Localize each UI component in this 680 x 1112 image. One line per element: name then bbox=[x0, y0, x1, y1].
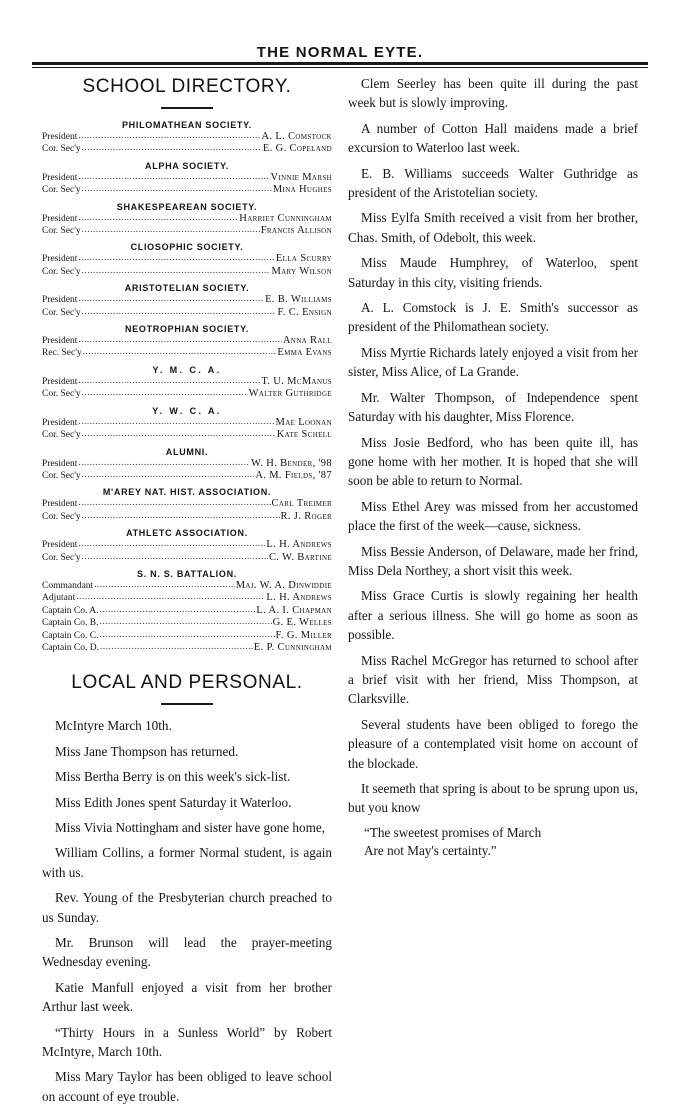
verse-lines bbox=[348, 824, 638, 861]
directory-entry bbox=[42, 429, 332, 441]
directory-office: Cor. Sec'y bbox=[42, 266, 81, 277]
directory-office: President bbox=[42, 458, 78, 469]
local-heading-divider bbox=[161, 703, 213, 705]
directory-entry bbox=[42, 184, 332, 196]
news-item: Miss Mary Taylor has been obliged to leave school on account of eye trouble. bbox=[42, 1069, 332, 1104]
directory-office: Captain Co. A. bbox=[42, 605, 99, 616]
dot-leader bbox=[76, 592, 265, 602]
dot-leader bbox=[78, 498, 270, 508]
news-item: Miss Bertha Berry is on this week's sick-list. bbox=[55, 769, 291, 785]
dot-leader bbox=[100, 642, 253, 652]
directory-entry bbox=[42, 131, 332, 143]
dot-leader bbox=[83, 347, 277, 357]
heading-divider bbox=[161, 107, 213, 109]
news-item: Miss Grace Curtis is slowly regaining her health after a serious illness. She will go home as soon as possible. bbox=[348, 588, 638, 643]
directory-entry bbox=[42, 552, 332, 564]
directory-entry bbox=[42, 417, 332, 429]
directory-group-title: Y. W. C. A. bbox=[152, 405, 222, 416]
directory-entry bbox=[42, 458, 332, 470]
directory-person: Maj. W. A. Dinwiddie bbox=[235, 579, 332, 591]
directory-group bbox=[42, 569, 332, 654]
news-item: A number of Cotton Hall maidens made a brief excursion to Waterloo last week. bbox=[348, 120, 638, 156]
directory-office: President bbox=[42, 132, 78, 142]
dot-leader bbox=[82, 266, 271, 276]
directory-group bbox=[42, 283, 332, 319]
directory-entry bbox=[42, 592, 332, 604]
school-directory-heading: SCHOOL DIRECTORY. bbox=[82, 76, 292, 97]
right-column-items bbox=[348, 74, 638, 818]
directory-person: Harriet Cunningham bbox=[239, 212, 332, 224]
dot-leader bbox=[99, 617, 271, 627]
dot-leader bbox=[82, 184, 272, 194]
directory-person: A. M. Fields, '87 bbox=[255, 469, 332, 481]
directory-person: C. W. Bartine bbox=[268, 551, 332, 563]
verse-block bbox=[348, 824, 638, 861]
dot-leader bbox=[82, 143, 262, 153]
directory-person: F. G. Miller bbox=[275, 629, 332, 641]
news-item: Rev. Young of the Presbyterian church preached to us Sunday. bbox=[42, 890, 332, 925]
local-personal-heading: LOCAL AND PERSONAL. bbox=[71, 672, 303, 694]
directory-person: L. H. Andrews bbox=[266, 592, 332, 604]
directory-group-title: M'AREY NAT. HIST. ASSOCIATION. bbox=[102, 487, 272, 498]
local-personal-items bbox=[42, 716, 332, 1106]
dot-leader bbox=[82, 552, 268, 562]
directory-group-title: ARISTOTELIAN SOCIETY. bbox=[124, 283, 250, 294]
news-item: It seemeth that spring is about to be sprung upon us, but you know bbox=[348, 781, 638, 816]
directory-person: R. J. Roger bbox=[280, 510, 332, 522]
directory-group-title: CLIOSOPHIC SOCIETY. bbox=[130, 242, 244, 253]
directory-office: Cor. Sec'y bbox=[42, 389, 81, 400]
directory-office: President bbox=[42, 376, 78, 387]
news-item: A. L. Comstock is J. E. Smith's successor as president of the Philomathean society. bbox=[348, 300, 638, 335]
directory-office: Cor. Sec'y bbox=[42, 552, 81, 563]
directory-office: Cor. Sec'y bbox=[42, 307, 81, 318]
directory-entry bbox=[42, 335, 332, 347]
school-directory-list bbox=[42, 120, 332, 654]
directory-group-title: Y. M. C. A. bbox=[152, 364, 222, 375]
directory-entry bbox=[42, 225, 332, 237]
directory-person: Emma Evans bbox=[277, 347, 332, 359]
directory-office: Cor. Sec'y bbox=[42, 511, 81, 522]
news-item: Miss Vivia Nottingham and sister have gone home, bbox=[55, 820, 326, 835]
verse-line: Are not May's certainty.” bbox=[364, 843, 497, 859]
directory-group bbox=[42, 324, 332, 360]
verse-line: “The sweetest promises of March bbox=[364, 824, 542, 840]
news-item: Miss Maude Humphrey, of Waterloo, spent Saturday in this city, visiting friends. bbox=[348, 255, 638, 290]
directory-office: Cor. Sec'y bbox=[42, 470, 81, 481]
directory-group bbox=[42, 406, 332, 442]
directory-entry bbox=[42, 253, 332, 265]
dot-leader bbox=[78, 539, 265, 549]
directory-person: T. U. McManus bbox=[261, 375, 332, 387]
directory-person: E. G. Copeland bbox=[262, 143, 332, 155]
directory-entry bbox=[42, 642, 332, 654]
directory-office: President bbox=[42, 172, 78, 183]
dot-leader bbox=[82, 225, 260, 235]
directory-person: G. E. Welles bbox=[272, 617, 332, 629]
dot-leader bbox=[82, 470, 255, 480]
directory-entry bbox=[42, 143, 332, 155]
directory-office: President bbox=[42, 213, 78, 224]
directory-entry bbox=[42, 470, 332, 482]
directory-entry bbox=[42, 511, 332, 523]
directory-entry bbox=[42, 266, 332, 278]
directory-group bbox=[42, 202, 332, 238]
dot-leader bbox=[78, 294, 264, 304]
news-item: Miss Ethel Arey was missed from her accustomed place the first of the week—cause, sickness. bbox=[348, 498, 638, 534]
dot-leader bbox=[78, 458, 250, 468]
masthead bbox=[0, 44, 680, 61]
directory-entry bbox=[42, 539, 332, 551]
directory-office: Cor. Sec'y bbox=[42, 430, 81, 441]
dot-leader bbox=[78, 376, 260, 386]
directory-entry bbox=[42, 307, 332, 319]
directory-group bbox=[42, 365, 332, 401]
directory-entry bbox=[42, 213, 332, 225]
directory-group bbox=[42, 447, 332, 483]
directory-person: W. H. Bender, '98 bbox=[251, 457, 332, 469]
directory-entry bbox=[42, 294, 332, 306]
directory-group bbox=[42, 528, 332, 564]
directory-person: L. A. I. Chapman bbox=[256, 604, 332, 616]
local-personal-header-block bbox=[42, 672, 332, 705]
directory-person: E. B. Williams bbox=[265, 294, 332, 306]
news-item: E. B. Williams succeeds Walter Guthridge as president of the Aristotelian society. bbox=[348, 165, 638, 201]
directory-person: Mae Loonan bbox=[275, 416, 332, 428]
dot-leader bbox=[78, 131, 260, 141]
directory-entry bbox=[42, 347, 332, 359]
dot-leader bbox=[94, 580, 235, 590]
directory-entry bbox=[42, 172, 332, 184]
directory-office: Adjutant bbox=[42, 593, 76, 604]
directory-entry bbox=[42, 605, 332, 617]
directory-office: Captain Co. D. bbox=[42, 642, 99, 653]
directory-person: Kate Schell bbox=[276, 429, 332, 441]
news-item: Miss Bessie Anderson, of Delaware, made her frind, Miss Dela Northey, a short visit this week. bbox=[348, 543, 638, 578]
directory-group bbox=[42, 487, 332, 523]
publication-title: THE NORMAL EYTE. bbox=[256, 44, 424, 61]
directory-group bbox=[42, 161, 332, 197]
directory-person: Vinnie Marsh bbox=[270, 171, 332, 183]
dot-leader bbox=[99, 605, 255, 615]
directory-person: L. H. Andrews bbox=[266, 539, 332, 551]
dot-leader bbox=[82, 388, 248, 398]
news-item: Miss Edith Jones spent Saturday it Waterloo. bbox=[55, 794, 292, 810]
news-item: Several students have been obliged to forego the pleasure of a contemplated visit home on account of the blockade. bbox=[348, 716, 638, 771]
directory-group-title: SHAKESPEAREAN SOCIETY. bbox=[116, 201, 258, 212]
directory-office: President bbox=[42, 417, 78, 428]
dot-leader bbox=[82, 429, 276, 439]
dot-leader bbox=[78, 253, 275, 263]
dot-leader bbox=[78, 417, 274, 427]
news-item: Miss Eylfa Smith received a visit from her brother, Chas. Smith, of Odebolt, this week. bbox=[348, 210, 638, 245]
news-item: Miss Josie Bedford, who has been quite ill, has gone home with her mother. It is hoped that she will soon be able to return to Normal. bbox=[348, 434, 638, 489]
directory-person: Francis Allison bbox=[260, 225, 332, 237]
right-column bbox=[348, 74, 638, 861]
dot-leader bbox=[78, 213, 238, 223]
masthead-rule-thick bbox=[32, 62, 648, 65]
news-item: Clem Seerley has been quite ill during the past week but is slowly improving. bbox=[348, 76, 638, 111]
directory-entry bbox=[42, 580, 332, 592]
directory-office: President bbox=[42, 336, 78, 347]
directory-office: Cor. Sec'y bbox=[42, 226, 81, 237]
directory-person: Carl Treimer bbox=[271, 498, 332, 510]
directory-office: Cor. Sec'y bbox=[42, 185, 81, 196]
dot-leader bbox=[82, 307, 277, 317]
directory-person: F. C. Ensign bbox=[277, 306, 332, 318]
directory-entry bbox=[42, 388, 332, 400]
masthead-rule-thin bbox=[32, 67, 648, 68]
directory-entry bbox=[42, 630, 332, 642]
directory-group-title: NEOTROPHIAN SOCIETY. bbox=[124, 324, 249, 335]
news-item: “Thirty Hours in a Sunless World” by Robert McIntyre, March 10th. bbox=[42, 1024, 332, 1060]
directory-office: President bbox=[42, 499, 78, 510]
directory-office: Commandant bbox=[42, 580, 94, 591]
news-item: McIntyre March 10th. bbox=[55, 718, 172, 734]
directory-office: Cor. Sec'y bbox=[42, 144, 81, 155]
dot-leader bbox=[78, 172, 269, 182]
dot-leader bbox=[99, 630, 274, 640]
directory-group bbox=[42, 242, 332, 278]
directory-person: Anna Rall bbox=[282, 335, 332, 347]
directory-person: Mina Hughes bbox=[272, 184, 332, 196]
dot-leader bbox=[82, 511, 280, 521]
directory-office: Captain Co. C. bbox=[42, 630, 99, 641]
news-item: William Collins, a former Normal student, is again with us. bbox=[42, 845, 332, 880]
news-item: Miss Rachel McGregor has returned to school after a brief visit with her friend, Miss Thompson, at Clarksville. bbox=[348, 652, 638, 707]
news-item: Katie Manfull enjoyed a visit from her brother Arthur last week. bbox=[42, 979, 332, 1015]
directory-office: Rec. Sec'y bbox=[42, 348, 82, 359]
news-item: Mr. Brunson will lead the prayer-meeting Wednesday evening. bbox=[42, 935, 332, 970]
directory-person: Walter Guthridge bbox=[248, 388, 332, 400]
directory-person: A. L. Comstock bbox=[261, 131, 332, 142]
directory-office: President bbox=[42, 254, 78, 265]
directory-office: Captain Co. B. bbox=[42, 618, 99, 629]
directory-person: E. P. Cunningham bbox=[253, 641, 332, 653]
news-item: Miss Jane Thompson has returned. bbox=[55, 743, 239, 759]
directory-person: Ella Scurry bbox=[275, 253, 332, 265]
directory-person: Mary Wilson bbox=[271, 265, 332, 277]
directory-group-title: ALUMNI. bbox=[165, 446, 209, 457]
left-column bbox=[42, 74, 332, 1112]
directory-entry bbox=[42, 498, 332, 510]
directory-office: President bbox=[42, 540, 78, 551]
directory-group-title: ALPHA SOCIETY. bbox=[145, 160, 229, 171]
directory-office: President bbox=[42, 295, 78, 306]
directory-group-title: ATHLETC ASSOCIATION. bbox=[126, 528, 248, 539]
news-item: Miss Myrtie Richards lately enjoyed a visit from her sister, Miss Alice, of La Grande. bbox=[348, 344, 638, 380]
directory-group-title: S. N. S. BATTALION. bbox=[137, 568, 237, 579]
directory-group bbox=[42, 120, 332, 156]
news-item: Mr. Walter Thompson, of Independence spent Saturday with his daughter, Miss Florence. bbox=[348, 389, 638, 425]
directory-entry bbox=[42, 376, 332, 388]
directory-entry bbox=[42, 617, 332, 629]
dot-leader bbox=[78, 335, 282, 345]
directory-group-title: PHILOMATHEAN SOCIETY. bbox=[121, 120, 253, 130]
